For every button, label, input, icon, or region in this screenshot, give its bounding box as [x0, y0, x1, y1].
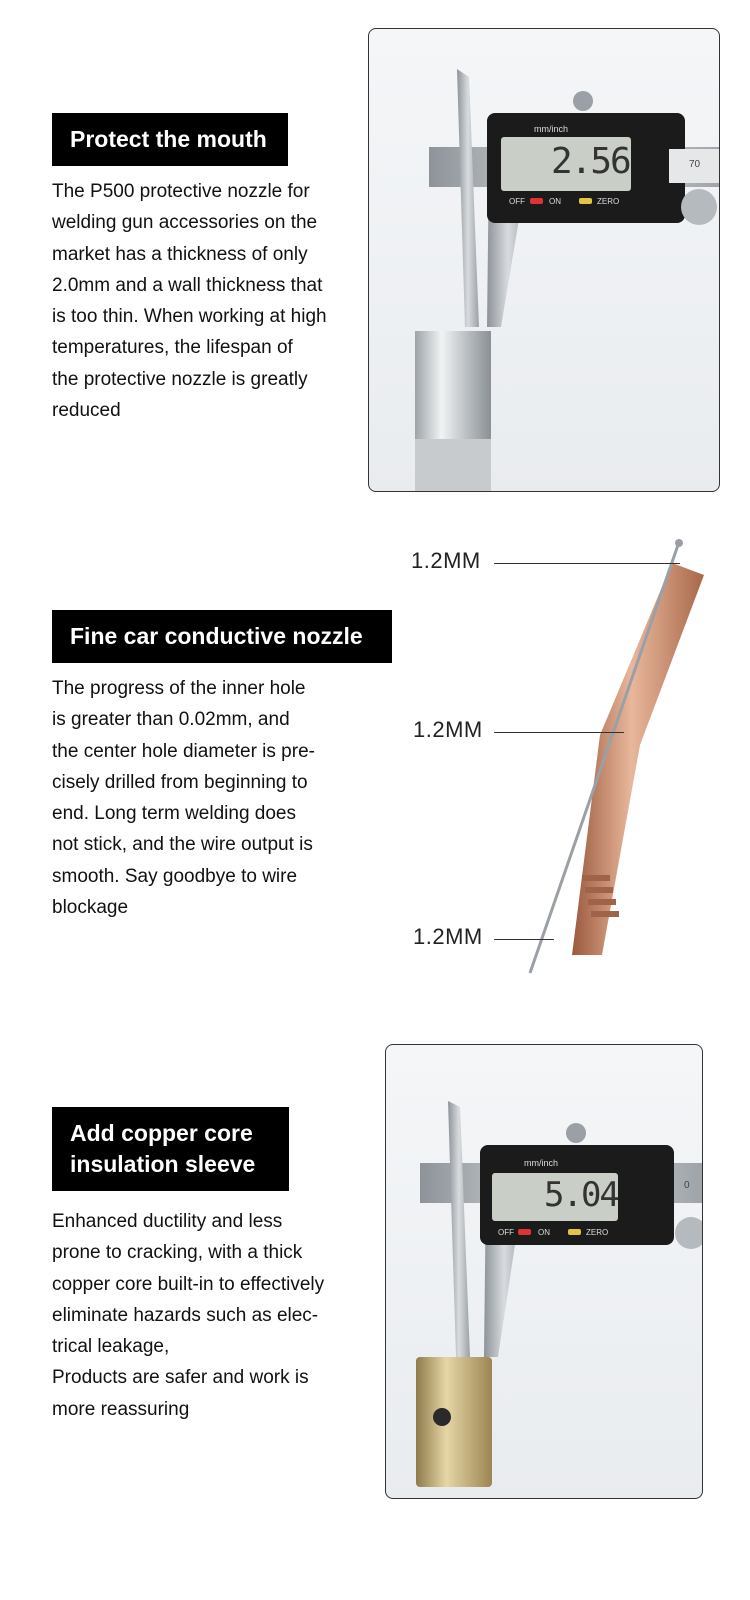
caliper-scale-mark: 70	[689, 159, 701, 170]
section-copper-core	[0, 1000, 750, 1600]
caliper-off-label: OFF	[509, 197, 525, 206]
caliper-off-button	[530, 198, 543, 204]
caliper-on-label: ON	[538, 1228, 550, 1237]
caliper-reading: 2.56	[551, 141, 630, 182]
caliper-on-label: ON	[549, 197, 561, 206]
dimension-leader-top	[494, 563, 680, 564]
dimension-leader-bottom	[494, 939, 554, 940]
section-description: Enhanced ductility and less prone to cracking, with a thick copper core built-in to effectively eliminate hazards such as elec- trical leakage, Products are safer and work is more reassuring	[52, 1211, 325, 1420]
section-title: Protect the mouth	[52, 113, 288, 166]
section-title: Add copper core insulation sleeve	[52, 1107, 289, 1191]
caliper-scale-mark: 0	[684, 1180, 690, 1191]
caliper-photo-1	[368, 28, 720, 492]
dimension-label-middle: 1.2MM	[413, 717, 483, 742]
dimension-label-bottom: 1.2MM	[413, 924, 483, 949]
caliper-zero-label: ZERO	[597, 197, 620, 206]
caliper-zero-button	[568, 1229, 581, 1235]
caliper-unit-label: mm/inch	[524, 1158, 559, 1168]
caliper-reading: 5.04	[544, 1175, 618, 1215]
section-description: The progress of the inner hole is greater than 0.02mm, and the center hole diameter is pre- cisely drilled from beginning to end. Long term welding does not stick, and the wire output is smooth. Say goodbye to wire blockage	[52, 678, 315, 919]
caliper-photo-2	[385, 1044, 703, 1499]
section-protect-mouth	[0, 0, 750, 520]
caliper-unit-label: mm/inch	[534, 124, 569, 134]
caliper-zero-label: ZERO	[586, 1228, 609, 1237]
caliper-illustration-2	[386, 1045, 702, 1498]
caliper-illustration-1	[369, 29, 719, 491]
dimension-label-top: 1.2MM	[411, 548, 481, 573]
caliper-off-label: OFF	[498, 1228, 514, 1237]
section-conductive-nozzle	[0, 520, 750, 1000]
dimension-leader-middle	[494, 732, 624, 733]
contact-tip-illustration	[490, 535, 750, 985]
caliper-zero-button	[579, 198, 592, 204]
caliper-off-button	[518, 1229, 531, 1235]
section-description: The P500 protective nozzle for welding gun accessories on the market has a thickness of only 2.0mm and a wall thickness that is too thin. When working at high temperatures, the lifespan of the protective nozzle is greatly reduced	[52, 181, 327, 422]
section-title: Fine car conductive nozzle	[52, 610, 392, 663]
